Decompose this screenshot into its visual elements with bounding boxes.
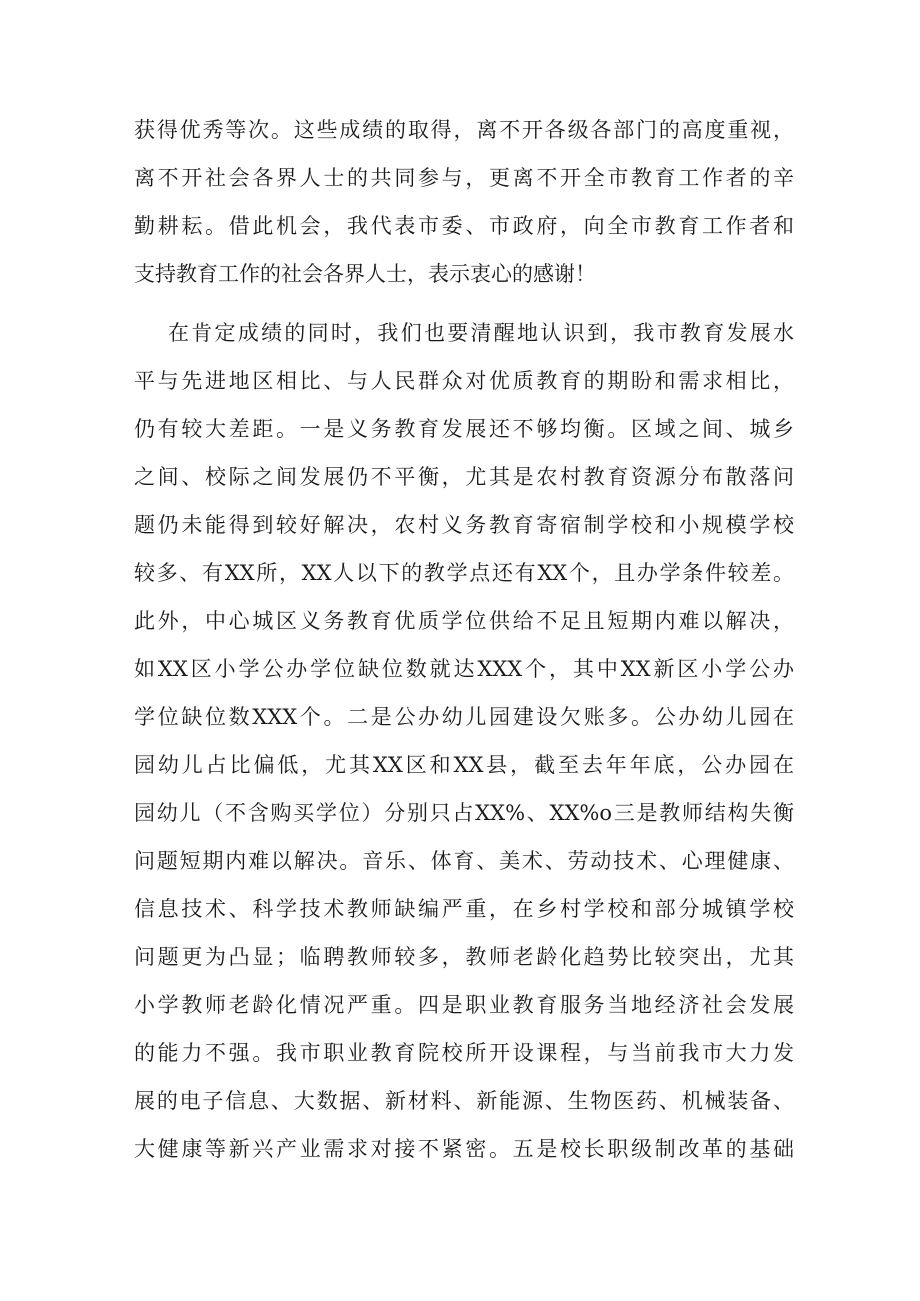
text-line: 在肯定成绩的同时，我们也要清醒地认识到，我市教育发展水 [168, 321, 794, 345]
text-line: 小学教师老龄化情况严重。四是职业教育服务当地经济社会发展 [134, 993, 794, 1017]
text-line: 学位缺位数XXX个。二是公办幼儿园建设欠账多。公办幼儿园在 [134, 705, 794, 729]
text-line: 的能力不强。我市职业教育院校所开设课程，与当前我市大力发 [134, 1041, 794, 1065]
text-line: 园幼儿（不含购买学位）分别只占XX%、XX%o三是教师结构失衡 [134, 801, 794, 825]
text-line: 较多、有XX所，XX人以下的教学点还有XX个，且办学条件较差。 [134, 561, 794, 585]
text-line: 勤耕耘。借此机会，我代表市委、市政府，向全市教育工作者和 [134, 214, 794, 238]
text-line: 园幼儿占比偏低，尤其XX区和XX县，截至去年年底，公办园在 [134, 753, 794, 777]
text-line: 大健康等新兴产业需求对接不紧密。五是校长职级制改革的基础 [134, 1137, 794, 1161]
text-line: 支持教育工作的社会各界人士，表示衷心的感谢！ [134, 262, 596, 286]
text-line: 离不开社会各界人士的共同参与，更离不开全市教育工作者的辛 [134, 166, 794, 190]
text-line: 此外，中心城区义务教育优质学位供给不足且短期内难以解决， [134, 609, 794, 633]
text-line: 题仍未能得到较好解决，农村义务教育寄宿制学校和小规模学校 [134, 513, 794, 537]
text-line: 仍有较大差距。一是义务教育发展还不够均衡。区域之间、城乡 [134, 417, 794, 441]
text-line: 展的电子信息、大数据、新材料、新能源、生物医药、机械装备、 [134, 1089, 794, 1113]
text-line: 问题更为凸显；临聘教师较多，教师老龄化趋势比较突出，尤其 [134, 945, 794, 969]
text-line: 平与先进地区相比、与人民群众对优质教育的期盼和需求相比， [134, 369, 794, 393]
text-line: 之间、校际之间发展仍不平衡，尤其是农村教育资源分布散落问 [134, 465, 794, 489]
text-line: 如XX区小学公办学位缺位数就达XXX个，其中XX新区小学公办 [134, 657, 794, 681]
text-line: 信息技术、科学技术教师缺编严重，在乡村学校和部分城镇学校 [134, 897, 794, 921]
text-line: 获得优秀等次。这些成绩的取得，离不开各级各部门的高度重视， [134, 118, 794, 142]
text-line: 问题短期内难以解决。音乐、体育、美术、劳动技术、心理健康、 [134, 849, 794, 873]
